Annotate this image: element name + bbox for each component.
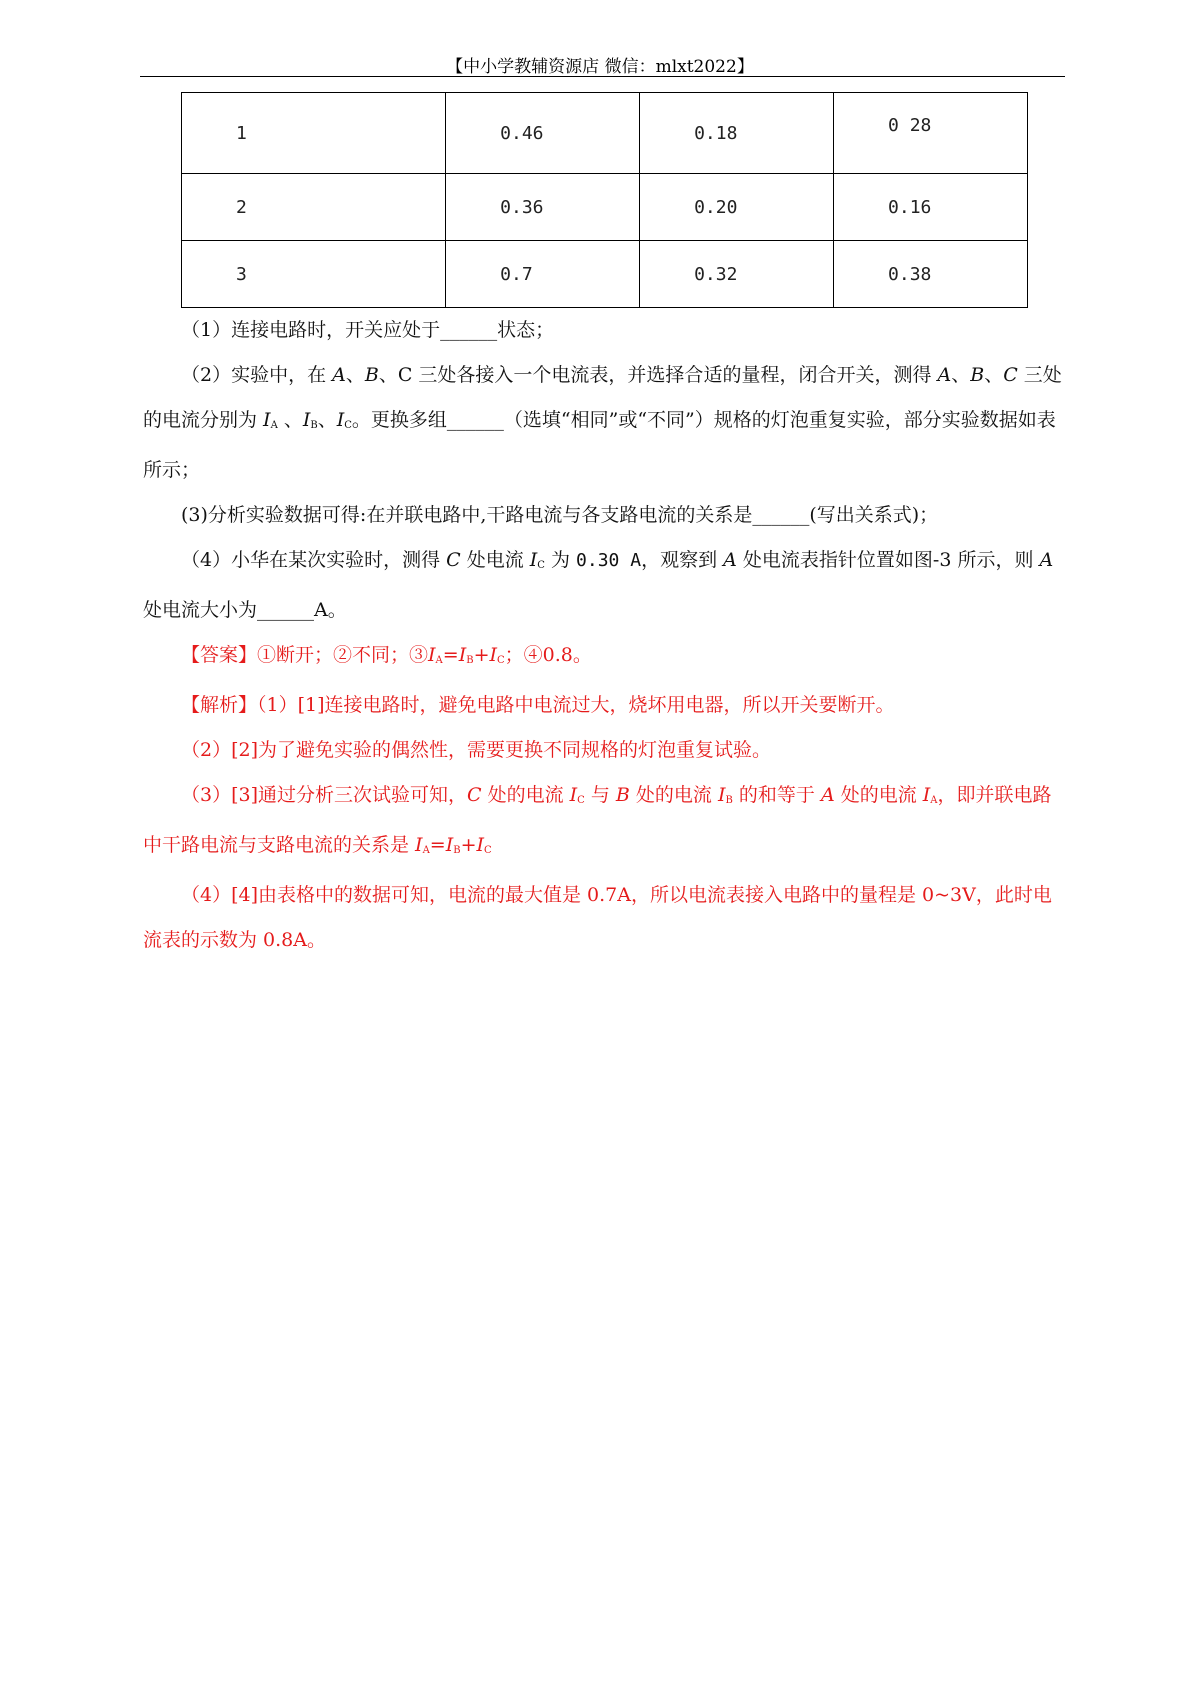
question-2: （2）实验中，在 A、B、C 三处各接入一个电流表，并选择合适的量程，闭合开关，测得 A、B、C 三处的电流分别为 $I_A$ 、$I_B$、$I_C$。更换多组______（选填“相同”或“不同”）规格的灯泡重复实验，部分实验数据如表所示； xyxy=(143,364,1062,481)
question-4: （4）小华在某次实验时，测得 C 处电流 $I_C$ 为 0.30 A，观察到 A 处电流表指针位置如图-3 所示，则 A 处电流大小为______A。 xyxy=(143,549,1054,621)
analysis-4: （4）[4]由表格中的数据可知，电流的最大值是 0.7A，所以电流表接入电路中的量程是 0~3V，此时电流表的示数为 0.8A。 xyxy=(143,884,1052,951)
answer: 【答案】①断开；②不同；$③I_A=I_B+I_C$；④0.8。 xyxy=(181,644,592,666)
table-cell: 0.46 xyxy=(446,93,640,174)
data-table xyxy=(181,92,1028,308)
question-body xyxy=(143,308,1068,963)
header-divider xyxy=(140,76,1065,77)
table-row xyxy=(182,241,1028,308)
question-3: (3)分析实验数据可得:在并联电路中,干路电流与各支路电流的关系是______(写出关系式)； xyxy=(181,504,939,526)
answer-label: 【答案】 xyxy=(181,644,258,666)
table-cell: 1 xyxy=(182,93,446,174)
table-cell: 0.20 xyxy=(640,174,834,241)
table-cell: 0.16 xyxy=(834,174,1028,241)
table-cell: 0 28 xyxy=(834,93,1028,174)
analysis-1: 【解析】（1）[1]连接电路时，避免电路中电流过大，烧坏用电器，所以开关要断开。 xyxy=(181,694,895,716)
table-cell: 0.18 xyxy=(640,93,834,174)
page-header: 【中小学教辅资源店 微信：mlxt2022】 xyxy=(446,57,754,77)
table-row xyxy=(182,174,1028,241)
table-cell: 3 xyxy=(182,241,446,308)
table-cell: 0.38 xyxy=(834,241,1028,308)
analysis-3: （3）[3]通过分析三次试验可知，C 处的电流 $I_C$ 与 B 处的电流 $I_B$ 的和等于 A 处的电流 $I_A$，即并联电路中干路电流与支路电流的关系是 $I_A=I_B+I_C$ xyxy=(143,784,1052,856)
table-cell: 0.36 xyxy=(446,174,640,241)
table-row xyxy=(182,93,1028,174)
table-cell: 0.7 xyxy=(446,241,640,308)
table-cell: 0.32 xyxy=(640,241,834,308)
analysis-label: 【解析】 xyxy=(181,694,258,716)
question-1: （1）连接电路时，开关应处于______状态； xyxy=(181,319,555,341)
table-cell: 2 xyxy=(182,174,446,241)
analysis-2: （2）[2]为了避免实验的偶然性，需要更换不同规格的灯泡重复试验。 xyxy=(181,739,772,761)
